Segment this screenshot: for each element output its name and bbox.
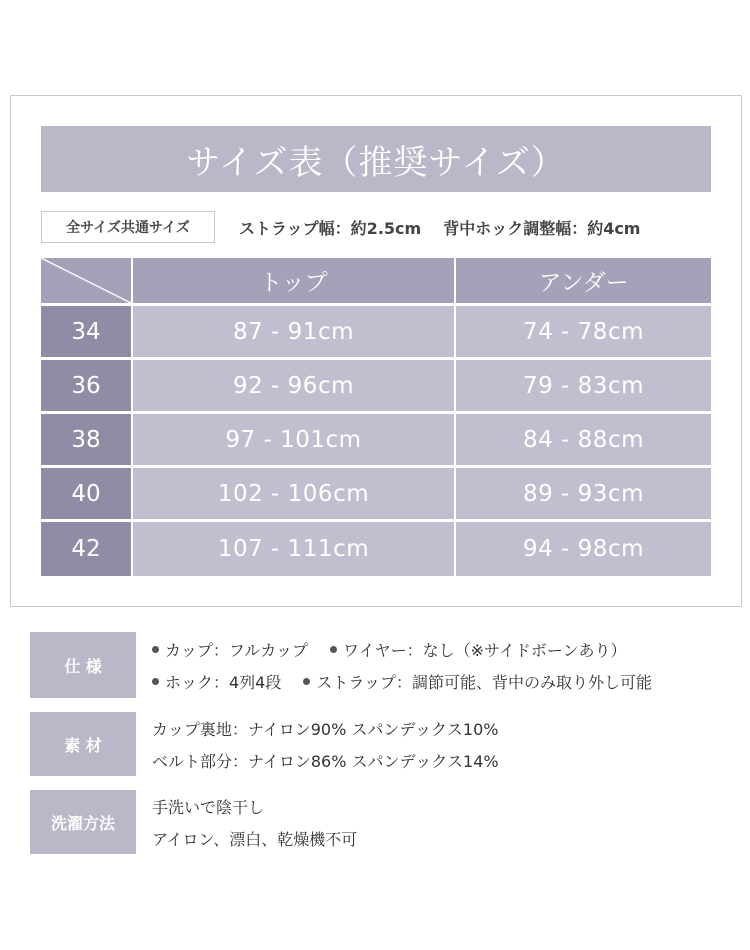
spec-item-text: ストラップ：調節可能、背中のみ取り外し可能 (316, 672, 653, 692)
bullet-icon (330, 646, 337, 653)
table-row (41, 468, 711, 522)
under-cell: 74 - 78cm (456, 306, 711, 360)
table-row (41, 414, 711, 468)
table-row (41, 522, 711, 576)
washing-line: 手洗いで陰干し (152, 797, 265, 817)
size-table-header (41, 258, 711, 306)
specs-label: 仕 様 (30, 632, 136, 698)
bullet-icon (303, 678, 310, 685)
top-cell: 92 - 96cm (133, 360, 456, 414)
specs-line (152, 633, 652, 665)
size-cell: 42 (41, 522, 133, 576)
washing-label: 洗濯方法 (30, 790, 136, 854)
size-cell: 38 (41, 414, 133, 468)
size-chart-title: サイズ表（推奨サイズ） (41, 126, 711, 192)
under-cell: 84 - 88cm (456, 414, 711, 468)
header-under: アンダー (456, 258, 711, 306)
spec-item (330, 638, 627, 661)
spec-item (152, 638, 308, 661)
washing-lines (152, 790, 357, 854)
top-cell: 102 - 106cm (133, 468, 456, 522)
common-size-label: 全サイズ共通サイズ (41, 211, 215, 243)
under-cell: 79 - 83cm (456, 360, 711, 414)
under-cell: 94 - 98cm (456, 522, 711, 576)
table-row (41, 306, 711, 360)
bullet-icon (152, 678, 159, 685)
washing-section (30, 790, 730, 854)
spec-item-text: ホック：4列4段 (165, 672, 282, 692)
material-lines (152, 712, 499, 776)
diagonal-line-icon (41, 258, 131, 303)
material-line: カップ裏地：ナイロン90% スパンデックス10% (152, 719, 499, 739)
spec-item (303, 670, 652, 693)
spec-item-text: カップ：フルカップ (165, 640, 309, 660)
top-cell: 87 - 91cm (133, 306, 456, 360)
corner-cell (41, 258, 133, 306)
hook-adjust-text: 背中ホック調整幅：約4cm (443, 218, 641, 238)
header-top: トップ (133, 258, 456, 306)
size-cell: 40 (41, 468, 133, 522)
spec-item (152, 670, 281, 693)
washing-line: アイロン、漂白、乾燥機不可 (152, 829, 358, 849)
size-table (41, 258, 711, 576)
specs-section (30, 632, 730, 698)
spec-item-text: ワイヤー：なし（※サイドボーンあり） (343, 640, 627, 660)
top-cell: 97 - 101cm (133, 414, 456, 468)
size-chart-card (10, 95, 742, 607)
common-size-specs (239, 211, 640, 243)
specs-line (152, 665, 652, 697)
material-line: ベルト部分：ナイロン86% スパンデックス14% (152, 751, 499, 771)
table-row (41, 360, 711, 414)
strap-width-text: ストラップ幅：約2.5cm (239, 218, 422, 238)
top-cell: 107 - 111cm (133, 522, 456, 576)
bullet-icon (152, 646, 159, 653)
size-cell: 36 (41, 360, 133, 414)
material-label: 素 材 (30, 712, 136, 776)
under-cell: 89 - 93cm (456, 468, 711, 522)
material-section (30, 712, 730, 776)
specs-lines (152, 633, 652, 697)
size-cell: 34 (41, 306, 133, 360)
